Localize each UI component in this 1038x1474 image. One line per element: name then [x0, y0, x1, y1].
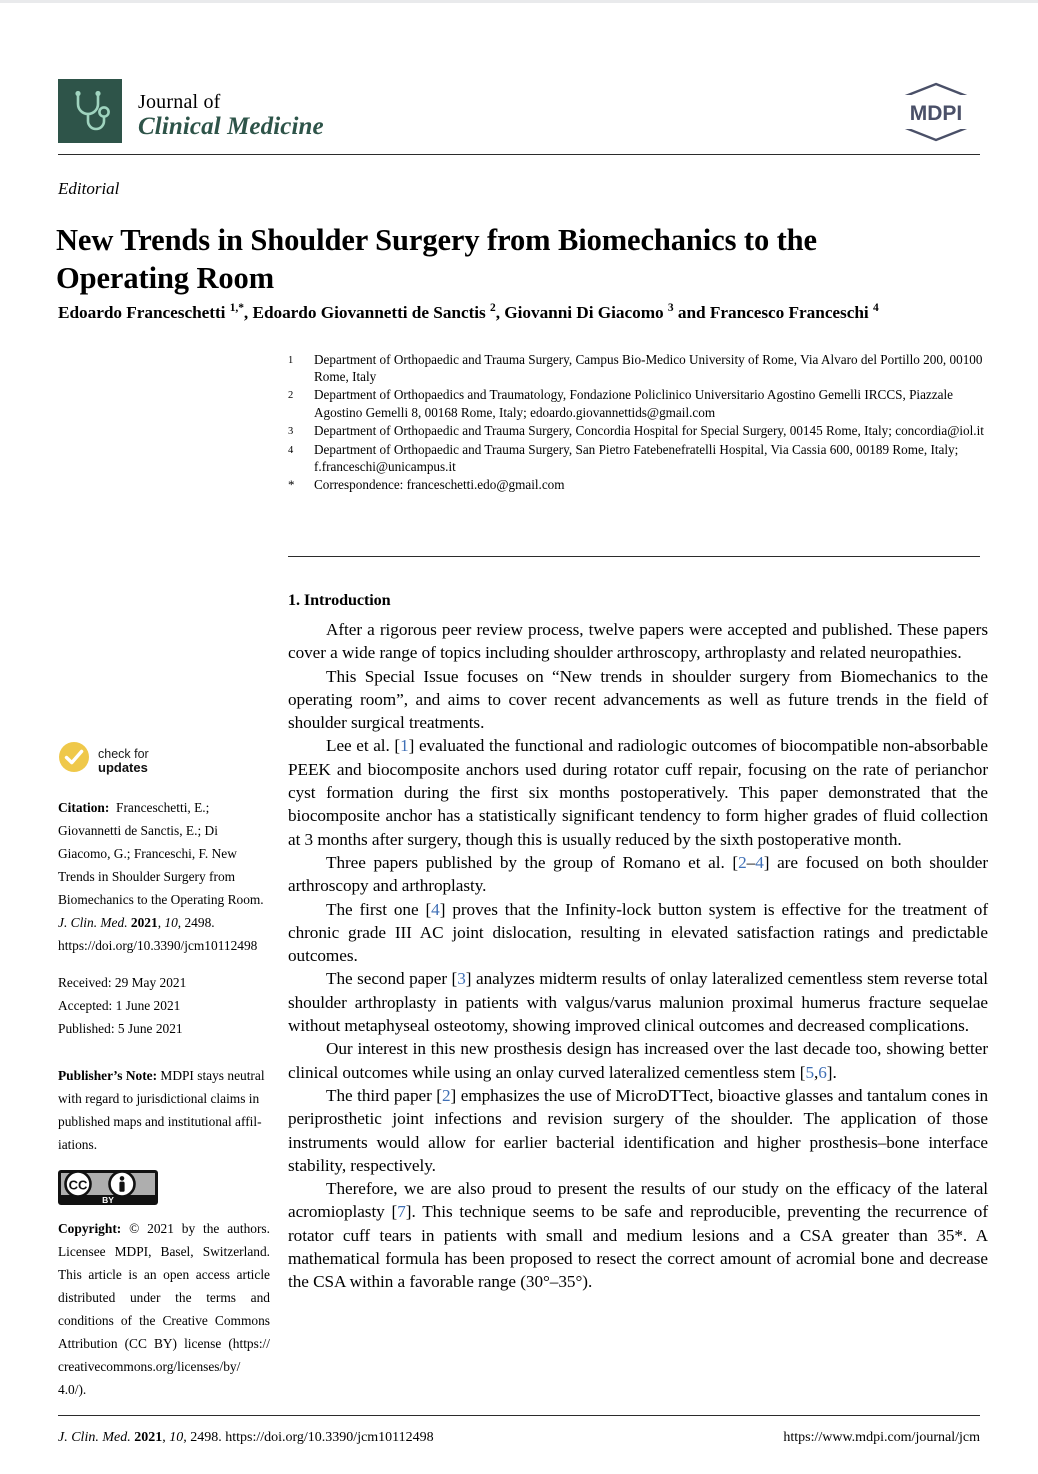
copyright-block: Copyright: © 2021 by the authors. Licensee MDPI, Basel, Switzerland. This article is an open access article distributed under the terms and conditions of the Creative Commons Attribution (CC BY) license (https:// creativecommons.org/licenses/by/ 4.0/). — [58, 1221, 270, 1397]
footer-journal-url[interactable]: https://www.mdpi.com/journal/jcm — [783, 1430, 980, 1445]
correspondence-marker: * — [288, 477, 295, 493]
affiliation-marker: 3 — [288, 425, 294, 437]
journal-masthead — [58, 79, 980, 151]
affiliation-text: Department of Orthopaedics and Traumatology, Fondazione Policlinico Universitario Agostino Gemelli IRCCS, Piazzale Agostino Gemelli 8, 00168 Rome, Italy; edoardo.giovannettids@gmail.com — [314, 387, 953, 420]
journal-logo-block — [58, 79, 324, 143]
mdpi-logo-icon — [892, 81, 980, 143]
affiliation-item — [288, 422, 988, 440]
affiliation-text: Department of Orthopaedic and Trauma Surgery, Concordia Hospital for Special Surgery, 00145 Rome, Italy; concordia@iol.it — [314, 422, 984, 438]
by-text: BY — [102, 1195, 114, 1205]
body-paragraph: Lee et al. [1] evaluated the functional and radiologic outcomes of biocompatible non-absorbable PEEK and biocomposite anchors used during rotator cuff repair, focusing on the rate of perianchor cyst formation during the first six months postoperatively. This paper demonstrated that the biocomposite anchor has a statistically significant tendency to form higher grades of fluid collection at 3 months after surgery, though this is usually reduced by the sixth postoperative month. — [288, 736, 988, 849]
mdpi-logo-text: MDPI — [909, 102, 963, 125]
journal-line1: Journal of — [138, 91, 221, 113]
affiliation-divider — [288, 556, 980, 557]
stethoscope-icon — [58, 79, 122, 143]
affiliation-marker: 4 — [288, 445, 294, 457]
check-for-updates-label — [98, 747, 149, 775]
published-date: Published: 5 June 2021 — [58, 1021, 183, 1036]
sidebar — [58, 741, 270, 1415]
check-updates-line2: updates — [98, 759, 148, 775]
correspondence-item — [288, 476, 988, 493]
affiliation-text: Department of Orthopaedic and Trauma Surgery, Campus Bio-Medico University of Rome, Via Alvaro del Portillo 200, 00100 Rome, Italy — [314, 352, 983, 385]
body-paragraph: This Special Issue focuses on “New trends in shoulder surgery from Biomechanics to the operating room”, and aims to cover recent advancements as well as future trends in the field of shoulder surgical treatments. — [288, 666, 988, 733]
body-paragraph: The third paper [2] emphasizes the use of MicroDTTect, bioactive glasses and tantalum cones in periprosthetic joint infections and revision surgery of the shoulder. The application of those instruments would allow for earlier bacterial identification and higher prosthesis–bone interface stability, respectively. — [288, 1085, 988, 1175]
citation-block: Citation: Franceschetti, E.; Giovannetti de Sanctis, E.; Di Giacomo, G.; Franceschi, F. New Trends in Shoulder Surgery from Biomechanics to the Operating Room. J. Clin. Med. 2021, 10, 2498. https://doi.org/10.3390/jcm10112498 — [58, 800, 264, 953]
affiliation-item — [288, 441, 988, 475]
body-paragraph: After a rigorous peer review process, twelve papers were accepted and published. These papers cover a wide range of topics including shoulder arthroscopy, arthroplasty and related neuropathies. — [288, 620, 988, 663]
journal-title-block — [138, 79, 324, 141]
body-paragraph: Three papers published by the group of Romano et al. [2–4] are focused on both shoulder arthroscopy and arthroplasty. — [288, 852, 988, 896]
affiliation-item — [288, 351, 988, 385]
article-body — [288, 591, 988, 1294]
creative-commons-by-icon[interactable] — [58, 1170, 158, 1205]
footer-divider — [58, 1415, 980, 1416]
affiliation-marker: 2 — [288, 390, 294, 402]
page-footer — [58, 1428, 980, 1448]
body-paragraph: Therefore, we are also proud to present the results of our study on the efficacy of the lateral acromioplasty [7]. This technique seems to be safe and reproducible, preventing the recurrence of rotator cuff tears in patients with small and medium lesions and a CSA greater than 35*. A mathematical formula has been proposed to resect the correct amount of acromial bone and decrease the CSA within a favorable range (30°–35°). — [288, 1179, 989, 1292]
accepted-date: Accepted: 1 June 2021 — [58, 998, 181, 1013]
correspondence-text: Correspondence: franceschetti.edo@gmail.com — [314, 477, 565, 493]
cc-text: CC — [68, 1177, 88, 1193]
section-heading-introduction: 1. Introduction — [288, 591, 391, 609]
affiliation-text: Department of Orthopaedic and Trauma Surgery, San Pietro Fatebenefratelli Hospital, Via Cassia 600, 00189 Rome, Italy; f.franceschi@unicampus.it — [314, 442, 959, 475]
publication-dates — [58, 971, 270, 1040]
affiliation-list — [288, 351, 988, 495]
body-paragraph: The first one [4] proves that the Infinity-lock button system is effective for the treatment of chronic grade III AC joint dislocation, resulting in elevated satisfaction ratings and predictable outcomes. — [288, 899, 988, 966]
check-circle-icon — [58, 741, 90, 780]
affiliation-marker: 1 — [288, 355, 294, 366]
body-paragraph: The second paper [3] analyzes midterm results of onlay lateralized cementless stem reverse total shoulder arthroplasty in patients with valgus/varus malunion proximal humerus fracture sequelae without metaphyseal osteotomy, showing improved clinical outcomes and decreased complications. — [288, 969, 988, 1036]
body-paragraph: Our interest in this new prosthesis design has increased over the last decade too, showing better clinical outcomes while using an onlay curved lateralized cementless stem [5,6]. — [288, 1039, 988, 1082]
author-list: Edoardo Franceschetti $^{1,*}$, Edoardo Giovannetti de Sanctis $^2$, Giovanni Di Giacomo $^3$ and Francesco Franceschi $^4$ — [58, 302, 879, 322]
check-for-updates-badge[interactable] — [58, 741, 270, 780]
affiliation-item — [288, 386, 988, 420]
check-updates-line1: check for — [98, 746, 149, 761]
publisher-note: Publisher’s Note: MDPI stays neutral with regard to jurisdictional claims in published maps and institutional affil-iations. — [58, 1068, 265, 1152]
journal-line2: Clinical Medicine — [138, 113, 324, 140]
article-type-label: Editorial — [58, 179, 120, 198]
footer-citation: J. Clin. Med. 2021, 10, 2498. https://doi.org/10.3390/jcm10112498 — [58, 1430, 434, 1445]
page-title: New Trends in Shoulder Surgery from Biomechanics to the Operating Room — [56, 223, 817, 296]
header-divider — [58, 154, 980, 155]
received-date: Received: 29 May 2021 — [58, 975, 187, 990]
